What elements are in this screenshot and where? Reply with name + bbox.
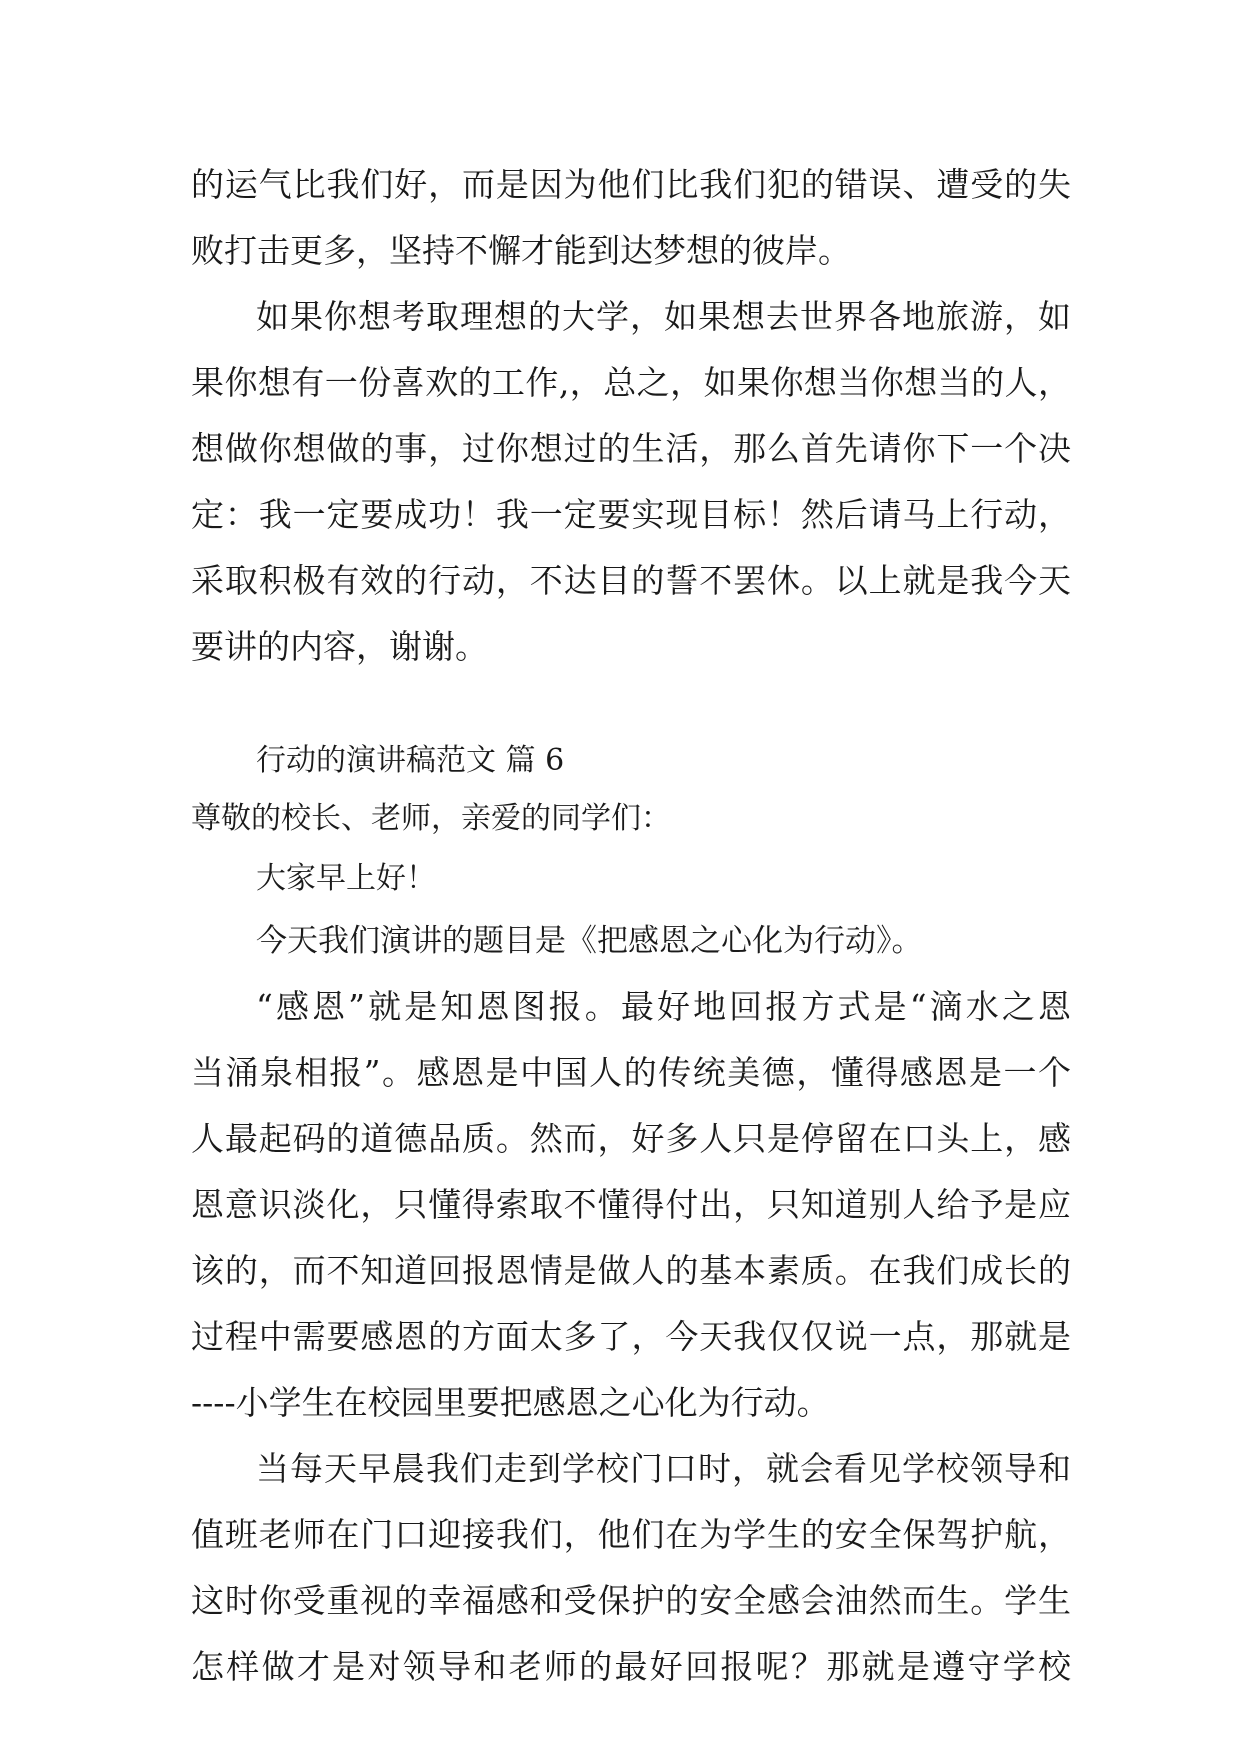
paragraph-line: 败打击更多，坚持不懈才能到达梦想的彼岸。 <box>191 231 851 270</box>
paragraph-line: 过程中需要感恩的方面太多了，今天我仅仅说一点，那就是 <box>191 1317 1071 1356</box>
paragraph-line: 值班老师在门口迎接我们，他们在为学生的安全保驾护航， <box>191 1515 1071 1554</box>
paragraph-line: ----小学生在校园里要把感恩之心化为行动。 <box>191 1383 830 1422</box>
paragraph-line: 如果你想考取理想的大学，如果想去世界各地旅游，如 <box>256 297 1071 336</box>
topic-line: 今天我们演讲的题目是《把感恩之心化为行动》。 <box>256 923 923 959</box>
paragraph-line: “感恩”就是知恩图报。最好地回报方式是“滴水之恩 <box>256 987 1071 1026</box>
paragraph-line: 人最起码的道德品质。然而，好多人只是停留在口头上，感 <box>191 1119 1071 1158</box>
paragraph-line: 恩意识淡化，只懂得索取不懂得付出，只知道别人给予是应 <box>191 1185 1071 1224</box>
paragraph-line: 该的，而不知道回报恩情是做人的基本素质。在我们成长的 <box>191 1251 1071 1290</box>
paragraph-line: 的运气比我们好，而是因为他们比我们犯的错误、遭受的失 <box>191 165 1071 204</box>
section-heading: 行动的演讲稿范文 篇 6 <box>256 743 565 778</box>
paragraph-line: 怎样做才是对领导和老师的最好回报呢？那就是遵守学校 <box>191 1647 1071 1686</box>
paragraph-line: 想做你想做的事，过你想过的生活，那么首先请你下一个决 <box>191 429 1071 468</box>
paragraph-line: 当每天早晨我们走到学校门口时，就会看见学校领导和 <box>256 1449 1071 1488</box>
paragraph-line: 定：我一定要成功！我一定要实现目标！然后请马上行动， <box>191 495 1071 534</box>
greeting: 大家早上好！ <box>256 861 436 896</box>
paragraph-line: 果你想有一份喜欢的工作,，总之，如果你想当你想当的人， <box>191 363 1071 402</box>
paragraph-line: 要讲的内容，谢谢。 <box>191 627 488 666</box>
salutation: 尊敬的校长、老师，亲爱的同学们： <box>191 801 671 836</box>
paragraph-line: 当涌泉相报”。感恩是中国人的传统美德，懂得感恩是一个 <box>191 1053 1071 1092</box>
paragraph-line: 采取积极有效的行动，不达目的誓不罢休。以上就是我今天 <box>191 561 1071 600</box>
paragraph-line: 这时你受重视的幸福感和受保护的安全感会油然而生。学生 <box>191 1581 1071 1620</box>
